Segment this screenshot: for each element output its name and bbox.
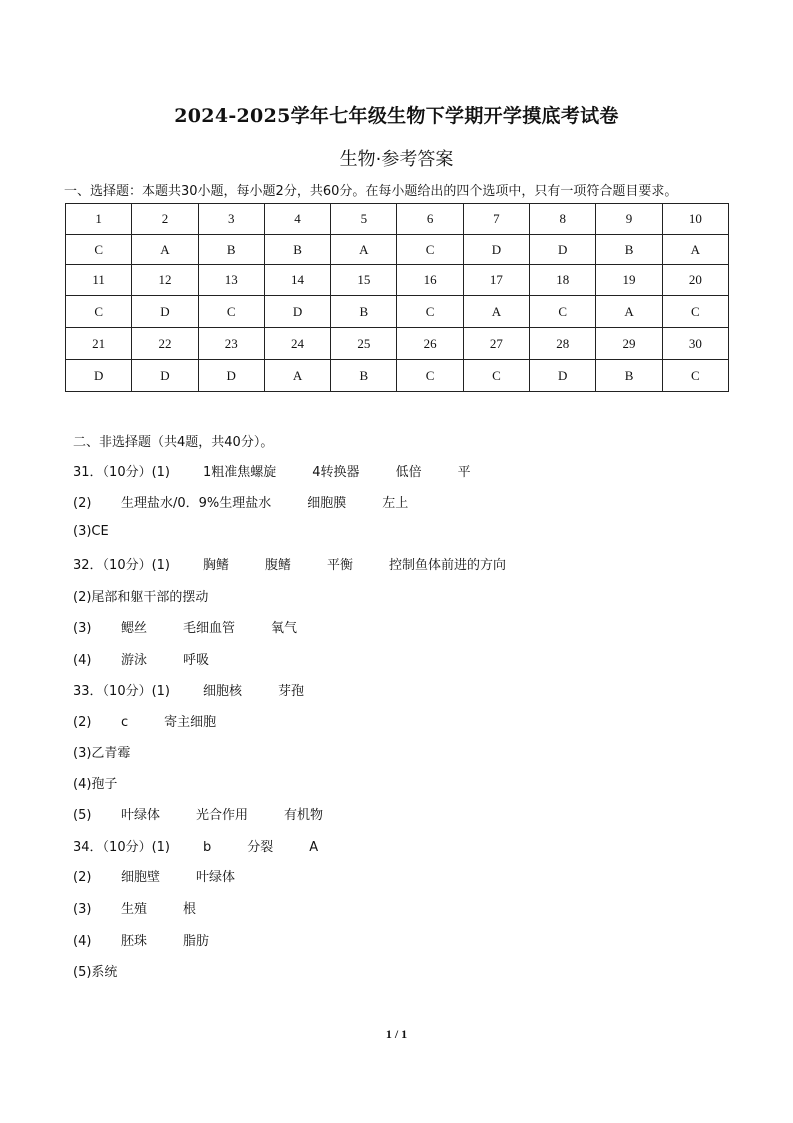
answer-value: 脂肪	[183, 934, 210, 949]
table-row	[66, 235, 729, 265]
table-cell: 17	[463, 265, 529, 296]
table-cell: 29	[596, 328, 662, 360]
answer-line	[73, 930, 245, 948]
table-cell: D	[463, 235, 529, 265]
table-cell: 12	[132, 265, 198, 296]
table-cell: 13	[198, 265, 264, 296]
table-cell: 9	[596, 204, 662, 235]
table-cell: 22	[132, 328, 198, 360]
answer-line	[73, 804, 359, 822]
answer-line-label: (2)尾部和躯干部的摆动	[73, 590, 209, 605]
answer-value: 寄主细胞	[164, 715, 217, 730]
table-cell: A	[331, 235, 397, 265]
table-cell: 16	[397, 265, 463, 296]
answer-line	[73, 836, 354, 854]
table-cell: 23	[198, 328, 264, 360]
answer-value: 叶绿体	[196, 870, 236, 885]
table-cell: D	[132, 296, 198, 328]
table-cell: 14	[264, 265, 330, 296]
answer-line	[73, 961, 117, 979]
table-cell: 15	[331, 265, 397, 296]
answer-value: 左上	[382, 496, 409, 511]
page-number: 1 / 1	[385, 1027, 408, 1041]
answer-line-label: (4)	[73, 653, 92, 668]
answer-line	[73, 617, 333, 635]
answer-value: 分裂	[247, 840, 274, 855]
answer-line-label: (3)	[73, 621, 92, 636]
table-cell: C	[66, 296, 132, 328]
section-1-heading: 一、选择题：本题共30小题，每小题2分，共60分。在每小题给出的四个选项中，只有一项符合题目要求。	[64, 184, 678, 199]
answer-value: 低倍	[395, 465, 422, 480]
answer-value: 胸鳍	[203, 558, 230, 573]
table-cell: 18	[530, 265, 596, 296]
table-cell: C	[397, 296, 463, 328]
answer-line-label: (5)系统	[73, 965, 118, 980]
table-row	[66, 265, 729, 296]
answer-line-label: (4)孢子	[73, 777, 118, 792]
table-cell: B	[596, 235, 662, 265]
answer-line-label: (3)乙青霉	[73, 746, 131, 761]
answer-value: 有机物	[284, 808, 324, 823]
table-cell: B	[331, 296, 397, 328]
table-cell: 4	[264, 204, 330, 235]
table-cell: C	[662, 360, 728, 392]
answer-value: A	[309, 840, 319, 855]
answer-value: 鳃丝	[121, 621, 148, 636]
answer-value: b	[203, 840, 212, 855]
answer-line	[73, 773, 117, 791]
answer-value: 呼吸	[183, 653, 210, 668]
answer-value: 控制鱼体前进的方向	[389, 558, 507, 573]
table-cell: 11	[66, 265, 132, 296]
answer-line-label: (3)	[73, 902, 92, 917]
table-cell: 10	[662, 204, 728, 235]
answer-value: 芽孢	[278, 684, 305, 699]
table-cell: B	[198, 235, 264, 265]
table-cell: B	[596, 360, 662, 392]
answer-line-label: (2)	[73, 870, 92, 885]
table-cell: D	[530, 235, 596, 265]
answer-line	[73, 524, 109, 542]
table-cell: 2	[132, 204, 198, 235]
answer-value: 毛细血管	[183, 621, 236, 636]
answer-value: 平衡	[327, 558, 354, 573]
page-title: 2024-2025学年七年级生物下学期开学摸底考试卷	[174, 105, 619, 127]
answer-line-label: (5)	[73, 808, 92, 823]
table-cell: 26	[397, 328, 463, 360]
table-cell: C	[530, 296, 596, 328]
table-cell: C	[66, 235, 132, 265]
table-cell: 21	[66, 328, 132, 360]
table-cell: 6	[397, 204, 463, 235]
answer-value: 胚珠	[121, 934, 148, 949]
table-cell: 7	[463, 204, 529, 235]
answer-value: 氧气	[271, 621, 298, 636]
table-cell: 19	[596, 265, 662, 296]
table-cell: 1	[66, 204, 132, 235]
table-cell: D	[264, 296, 330, 328]
table-cell: 27	[463, 328, 529, 360]
table-cell: 24	[264, 328, 330, 360]
answer-line	[73, 711, 252, 729]
answer-value: 1粗准焦螺旋	[203, 465, 277, 480]
table-row	[66, 204, 729, 235]
answer-value: 细胞核	[203, 684, 243, 699]
answer-line-label: 34．（10分）(1)	[73, 840, 170, 855]
answer-value: 光合作用	[196, 808, 249, 823]
table-cell: 25	[331, 328, 397, 360]
table-cell: 5	[331, 204, 397, 235]
answer-value: c	[121, 715, 129, 730]
table-cell: D	[66, 360, 132, 392]
answer-line	[73, 492, 444, 510]
table-cell: 3	[198, 204, 264, 235]
table-row	[66, 360, 729, 392]
table-cell: C	[198, 296, 264, 328]
answer-line-label: 31．（10分）(1)	[73, 465, 170, 480]
answer-value: 细胞膜	[307, 496, 347, 511]
table-cell: D	[530, 360, 596, 392]
table-cell: 28	[530, 328, 596, 360]
answer-line	[73, 586, 208, 604]
answer-table	[65, 203, 729, 392]
answer-value: 腹鳍	[265, 558, 292, 573]
answer-line	[73, 866, 271, 884]
answer-line-label: 32．（10分）(1)	[73, 558, 170, 573]
table-cell: D	[198, 360, 264, 392]
answer-value: 根	[183, 902, 197, 917]
table-cell: C	[662, 296, 728, 328]
table-cell: C	[397, 360, 463, 392]
answer-line-label: (2)	[73, 496, 92, 511]
answer-value: 生殖	[121, 902, 148, 917]
answer-line-label: (3)CE	[73, 524, 109, 539]
table-cell: 30	[662, 328, 728, 360]
answer-line	[73, 742, 130, 760]
answer-value: 叶绿体	[121, 808, 161, 823]
answer-line	[73, 554, 542, 572]
answer-value: 4转换器	[312, 465, 360, 480]
answer-value: 平	[457, 465, 471, 480]
table-cell: A	[596, 296, 662, 328]
table-cell: 20	[662, 265, 728, 296]
answer-line	[73, 680, 340, 698]
table-cell: D	[132, 360, 198, 392]
table-cell: B	[331, 360, 397, 392]
answer-line-label: (2)	[73, 715, 92, 730]
table-cell: C	[463, 360, 529, 392]
section-2-heading: 二、非选择题（共4题，共40分）。	[73, 435, 274, 450]
answer-line	[73, 461, 507, 479]
table-row	[66, 328, 729, 360]
answer-line-label: 33．（10分）(1)	[73, 684, 170, 699]
answer-value: 游泳	[121, 653, 148, 668]
page-subtitle: 生物·参考答案	[339, 149, 454, 170]
table-cell: 8	[530, 204, 596, 235]
answer-line-label: (4)	[73, 934, 92, 949]
table-row	[66, 296, 729, 328]
table-cell: B	[264, 235, 330, 265]
table-cell: A	[132, 235, 198, 265]
table-cell: A	[264, 360, 330, 392]
table-cell: A	[662, 235, 728, 265]
answer-value: 生理盐水/0．9%生理盐水	[121, 496, 272, 511]
table-cell: A	[463, 296, 529, 328]
table-cell: C	[397, 235, 463, 265]
answer-value: 细胞壁	[121, 870, 161, 885]
answer-line	[73, 898, 232, 916]
answer-line	[73, 649, 245, 667]
